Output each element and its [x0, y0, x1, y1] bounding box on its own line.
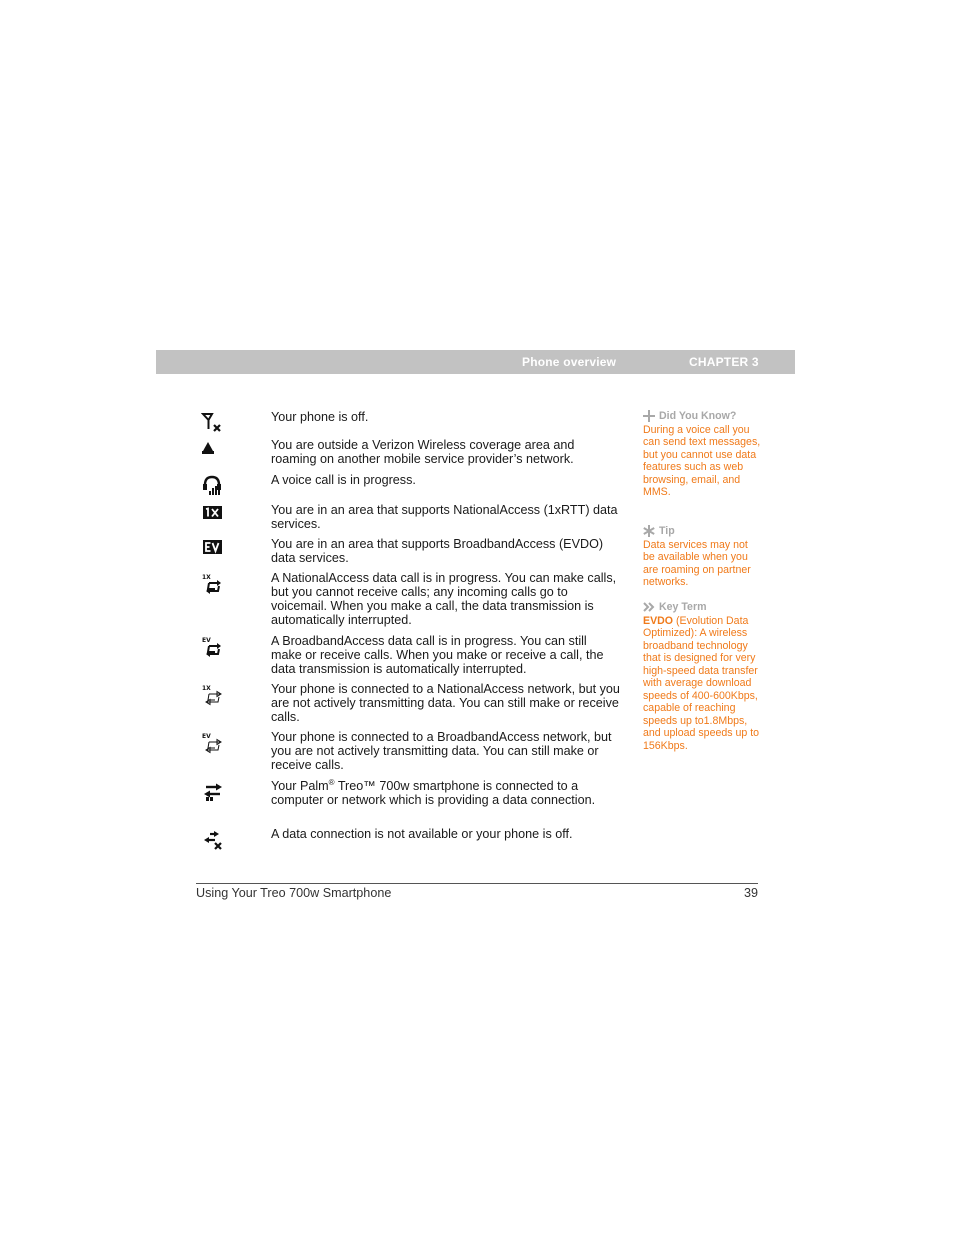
did-you-know-heading: [643, 410, 761, 423]
row-description-part: Treo™ 700w smartphone is connected to a computer or network which is providing a data connection.: [271, 779, 596, 807]
sidebar-key-term: [643, 601, 761, 752]
roaming-icon: [201, 440, 225, 464]
plus-icon: [643, 410, 655, 422]
row-description: [271, 779, 621, 807]
header-section-title: Phone overview: [522, 355, 617, 369]
tip-heading: [643, 525, 761, 538]
row-description: You are outside a Verizon Wireless coverage area and roaming on another mobile service provider’s network.: [271, 438, 575, 466]
tip-body: Data services may not be available when you are roaming on partner networks.: [643, 538, 751, 588]
key-term-word: EVDO: [643, 614, 674, 627]
row-description: You are in an area that supports NationalAccess (1xRTT) data services.: [271, 503, 618, 531]
did-you-know-body: During a voice call you can send text messages, but you cannot use data features such as web browsing, email, and MMS.: [643, 423, 761, 498]
svg-text:1X: 1X: [202, 574, 211, 581]
key-term-body: [643, 615, 761, 753]
row-description: A data connection is not available or your phone is off.: [271, 827, 573, 841]
key-term-heading: [643, 601, 761, 614]
svg-text:EV: EV: [202, 733, 211, 740]
footer-rule: [196, 883, 758, 884]
phone-off-icon: [201, 410, 225, 434]
asterisk-icon: [643, 525, 655, 537]
header-chapter-label: CHAPTER 3: [689, 355, 759, 369]
tip-heading-label: Tip: [659, 525, 675, 537]
row-description: A BroadbandAccess data call is in progress. You can still make or receive calls. When you make or receive a call, the data transmission is automatically interrupted.: [271, 634, 604, 676]
1x-connected-idle-icon: [201, 684, 225, 708]
ev-icon: [201, 538, 225, 562]
1x-data-call-icon: [201, 573, 225, 597]
footer-page-number: 39: [743, 886, 758, 900]
key-term-definition: (Evolution Data Optimized): A wireless broadband technology that is designed for very high-speed data transfer with average download speeds of 400-600Kbps, capable of reaching speeds up to1.8Mbps, and upload speeds up to 156Kbps.: [643, 614, 760, 752]
row-description: Your phone is connected to a NationalAccess network, but you are not actively transmitting data. You can still make or receive calls.: [271, 682, 620, 724]
row-description-part: Your Palm: [271, 779, 329, 793]
key-term-heading-label: Key Term: [659, 601, 707, 613]
ev-connected-idle-icon: [201, 732, 225, 756]
voice-call-icon: [201, 475, 225, 499]
row-description: A NationalAccess data call is in progress. You can make calls, but you cannot receive calls; any incoming calls go to voicemail. When you make a call, the data transmission is automatically interrupted.: [271, 571, 617, 627]
data-connection-icon: [201, 781, 225, 805]
double-chevron-right-icon: [643, 602, 655, 612]
row-description: You are in an area that supports BroadbandAccess (EVDO) data services.: [271, 537, 604, 565]
no-data-connection-icon: [201, 829, 225, 853]
footer-book-title: Using Your Treo 700w Smartphone: [196, 886, 392, 900]
sidebar-did-you-know: [643, 410, 761, 499]
1x-icon: [201, 504, 225, 528]
ev-data-call-icon: [201, 636, 225, 660]
row-description: A voice call is in progress.: [271, 473, 416, 487]
svg-text:EV: EV: [202, 637, 211, 644]
svg-text:1X: 1X: [202, 685, 211, 692]
row-description: Your phone is connected to a BroadbandAccess network, but you are not actively transmitting data. You can still make or receive calls.: [271, 730, 612, 772]
registered-mark: ®: [328, 777, 335, 787]
row-description: Your phone is off.: [271, 410, 369, 424]
sidebar-tip: [643, 525, 761, 589]
did-you-know-heading-label: Did You Know?: [659, 410, 737, 422]
